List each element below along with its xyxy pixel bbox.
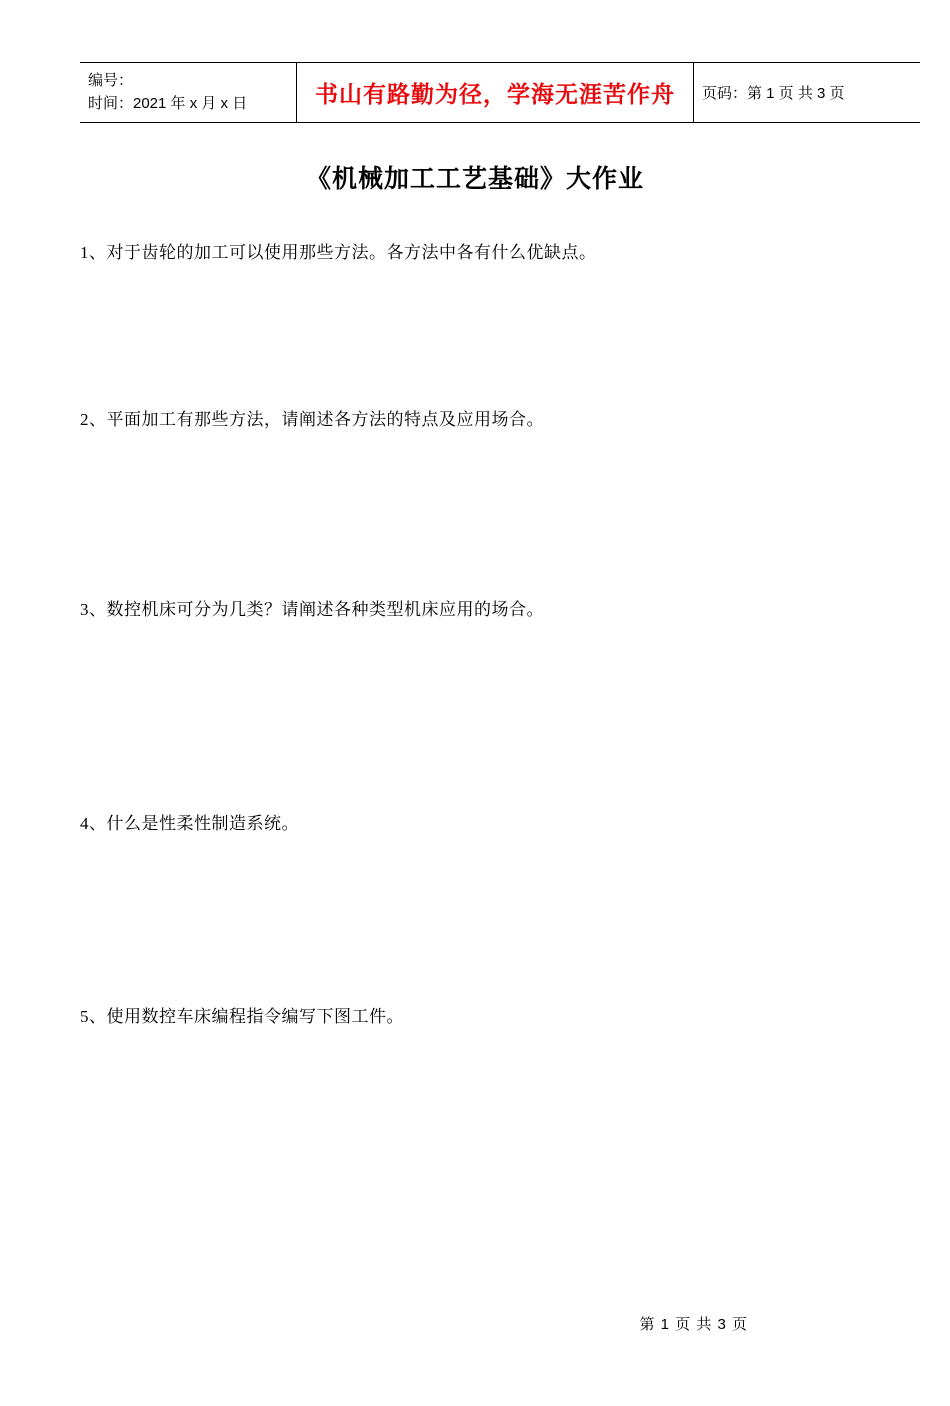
header-row xyxy=(80,63,920,123)
header-motto: 书山有路勤为径，学海无涯苦作舟 xyxy=(297,63,694,123)
header-code-date-cell xyxy=(80,63,297,123)
question-item: 1、对于齿轮的加工可以使用那些方法。各方法中各有什么优缺点。 xyxy=(80,242,597,262)
document-page xyxy=(0,62,950,1406)
page-title: 《机械加工工艺基础》大作业 xyxy=(305,165,644,193)
question-item: 4、什么是性柔性制造系统。 xyxy=(80,814,299,834)
question-item: 5、使用数控车床编程指令编写下图工件。 xyxy=(80,1007,404,1027)
question-item: 2、平面加工有那些方法，请阐述各方法的特点及应用场合。 xyxy=(80,409,544,429)
header-date-label: 时间：2021 年 x 月 x 日 xyxy=(88,95,248,113)
header-page-info: 页码：第 1 页 共 3 页 xyxy=(702,84,845,102)
question-list xyxy=(80,239,870,1031)
page-footer: 第 1 页 共 3 页 xyxy=(639,1316,748,1333)
header-code-label: 编号： xyxy=(88,72,134,89)
header-table xyxy=(80,62,920,123)
question-item: 3、数控机床可分为几类？请阐述各种类型机床应用的场合。 xyxy=(80,599,544,619)
